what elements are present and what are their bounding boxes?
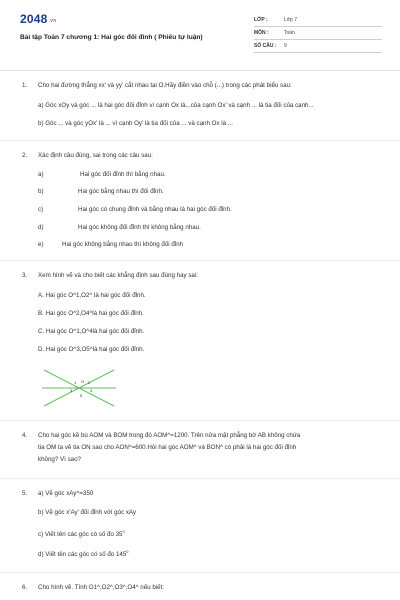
question-part-b: b) Góc ... và góc yOx' là ... vì cạnh Oy' là tia đối của ... và cạnh Ox là ...	[38, 120, 233, 127]
item-label: c)	[38, 206, 44, 213]
figure-label-2: 2	[88, 380, 91, 385]
angle-figure	[40, 364, 120, 408]
question-number: 4.	[22, 432, 28, 439]
figure-label-5: 5	[80, 393, 83, 398]
item-text: Hai góc không đối đỉnh thì không bằng nhau.	[78, 224, 201, 231]
figure-label-1: 1	[74, 380, 77, 385]
question-number: 6.	[22, 584, 28, 591]
item-text: Hai góc đối đỉnh thì bằng nhau.	[80, 171, 166, 178]
option-b: B. Hai góc O^2,O4^là hai góc đối đỉnh.	[38, 310, 144, 317]
site-logo[interactable]: 2048.vn	[20, 12, 57, 26]
meta-row-subject: MÔN : Toán	[254, 27, 382, 40]
page-header	[0, 0, 400, 62]
divider	[0, 420, 400, 421]
header-divider	[0, 70, 400, 71]
figure-label-3: 3	[70, 388, 73, 393]
item-label: e)	[38, 241, 44, 248]
meta-row-class: LỚP : Lớp 7	[254, 14, 382, 27]
figure-label-o: O	[81, 379, 85, 384]
item-text: Hai góc không bằng nhau thì không đối đỉnh	[62, 241, 184, 248]
divider	[0, 478, 400, 479]
question-text: Xem hình vẽ và cho biết các khẳng định sau đúng hay sai:	[38, 272, 198, 279]
divider	[0, 140, 400, 141]
option-a: A. Hai góc O^1,O2^ là hai góc đối đỉnh.	[38, 292, 146, 299]
figure-label-4: 4	[90, 388, 93, 393]
item-label: d)	[38, 224, 44, 231]
question-number: 2.	[22, 152, 28, 159]
question-text: Xác định câu đúng, sai trong các câu sau:	[38, 152, 153, 159]
document-title: Bài tập Toán 7 chương 1: Hai góc đối đỉnh ( Phiếu tự luận)	[20, 34, 203, 41]
item-label: b)	[38, 188, 44, 195]
option-c: C. Hai góc O^1,O^4là hai góc đối đỉnh.	[38, 328, 145, 335]
question-part-b: b) Vẽ góc x'Ay' đối đỉnh với góc xAy	[38, 509, 137, 516]
meta-row-question-count: SỐ CÂU : 9	[254, 40, 382, 53]
divider	[0, 572, 400, 573]
item-text: Hai góc có chung đỉnh và bằng nhau là hai góc đối đỉnh.	[78, 206, 232, 213]
question-part-a: a) Góc xOy và góc ... là hai góc đối đỉnh vì cạnh Ox là...của cạnh Ox' và cạnh ... là tia đối của cạnh...	[38, 102, 314, 109]
question-number: 1.	[22, 82, 28, 89]
question-text-line: tia OM ta vẽ tia ON sao cho AON^=600.Hỏi hai góc AOM^ và BON^ có phải là hai góc đối đỉnh	[38, 444, 297, 451]
question-part-c: c) Viết tên các góc có số đo $35^0$	[38, 529, 125, 539]
question-text-line: Cho hai góc kề bù AOM và BOM trong đó AOM^=1200. Trên nửa mặt phẳng bờ AB không chứa	[38, 432, 301, 439]
question-part-d: d) Viết tên các góc có số đo $145^0$	[38, 549, 129, 559]
divider	[0, 260, 400, 261]
meta-table	[254, 14, 382, 53]
question-text-line: không? Vì sao?	[38, 456, 82, 463]
question-part-a: a) Vẽ góc xAy^=350	[38, 490, 94, 497]
item-label: a)	[38, 171, 44, 178]
question-number: 3.	[22, 272, 28, 279]
question-text: Cho hình vẽ. Tính O1^,O2^,O3^,O4^ nếu biết:	[38, 584, 165, 591]
option-d: D. Hai góc O^3,O5^là hai góc đối đỉnh.	[38, 346, 145, 353]
question-text: Cho hai đường thẳng xx' và yy' cắt nhau tại O.Hãy điền vào chỗ (...) trong các phát biểu sau:	[38, 82, 292, 89]
item-text: Hai góc bằng nhau thì đối đỉnh.	[78, 188, 164, 195]
question-number: 5.	[22, 490, 28, 497]
